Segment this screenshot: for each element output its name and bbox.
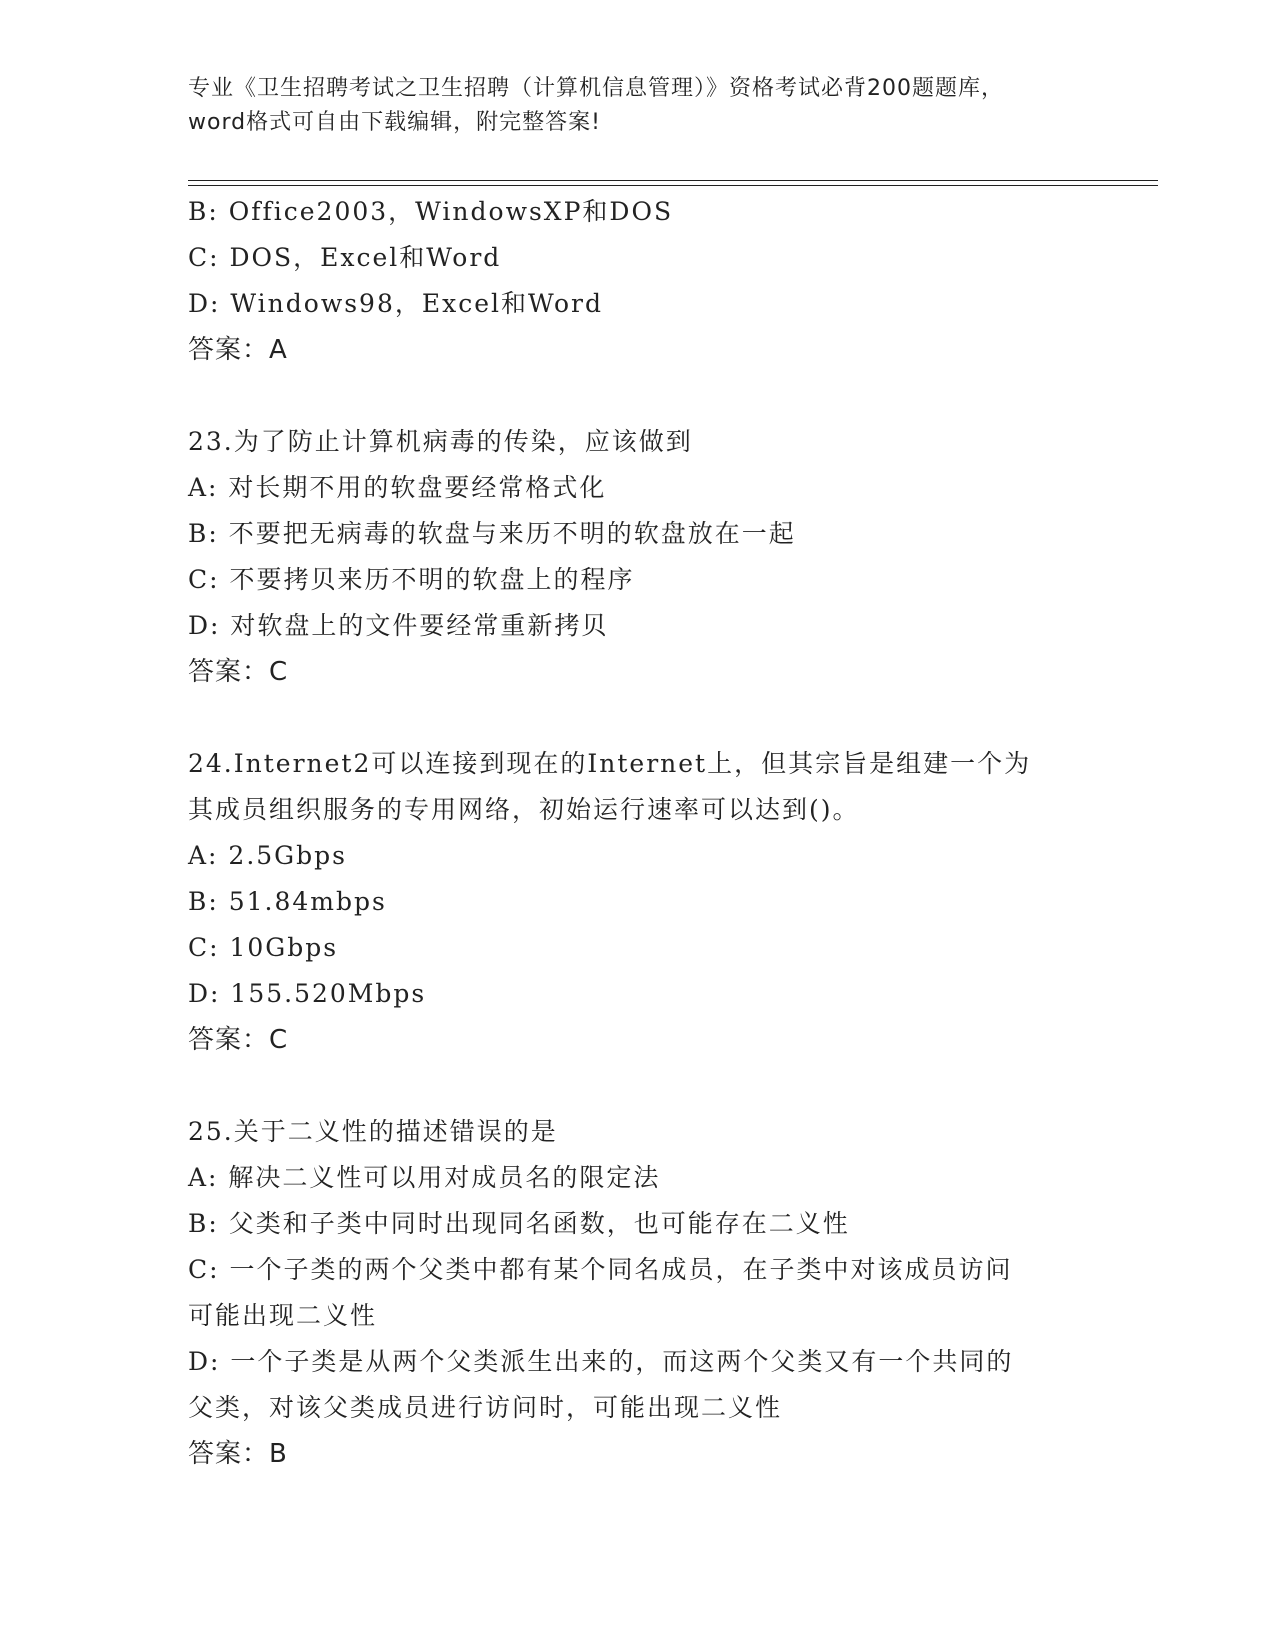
question-spacer	[188, 1063, 1108, 1109]
question-23-option-d: D: 对软盘上的文件要经常重新拷贝	[188, 611, 609, 640]
question-23-option-c: C: 不要拷贝来历不明的软盘上的程序	[188, 565, 635, 594]
question-22-option-b: B: Office2003，WindowsXP和DOS	[188, 197, 674, 226]
question-25-option-c-line-2: 可能出现二义性	[188, 1301, 378, 1330]
question-23-answer: 答案：C	[188, 657, 289, 687]
document-header	[188, 72, 1078, 140]
question-23-option-b: B: 不要把无病毒的软盘与来历不明的软盘放在一起	[188, 519, 796, 548]
question-spacer	[188, 695, 1108, 741]
question-25-stem: 25.关于二义性的描述错误的是	[188, 1117, 558, 1146]
header-title-line-2: word格式可自由下载编辑，附完整答案!	[188, 110, 601, 135]
header-divider-top	[188, 180, 1158, 181]
question-23-option-a: A: 对长期不用的软盘要经常格式化	[188, 473, 607, 502]
header-divider-bottom	[188, 185, 1158, 186]
question-24-option-c: C: 10Gbps	[188, 933, 339, 962]
question-24-answer: 答案：C	[188, 1025, 289, 1055]
question-25-answer: 答案：B	[188, 1439, 288, 1469]
question-25-option-c-line-1: C: 一个子类的两个父类中都有某个同名成员，在子类中对该成员访问	[188, 1255, 1013, 1284]
question-24-block	[188, 741, 1108, 1063]
question-22-option-c: C: DOS，Excel和Word	[188, 243, 502, 272]
question-24-option-d: D: 155.520Mbps	[188, 979, 427, 1008]
question-spacer	[188, 373, 1108, 419]
question-25-option-b: B: 父类和子类中同时出现同名函数，也可能存在二义性	[188, 1209, 850, 1238]
question-25-option-a: A: 解决二义性可以用对成员名的限定法	[188, 1163, 661, 1192]
question-24-stem-line-2: 其成员组织服务的专用网络，初始运行速率可以达到()。	[188, 795, 860, 824]
question-25-option-d-line-1: D: 一个子类是从两个父类派生出来的，而这两个父类又有一个共同的	[188, 1347, 1014, 1376]
question-25-option-d-line-2: 父类，对该父类成员进行访问时，可能出现二义性	[188, 1393, 783, 1422]
question-list	[188, 189, 1108, 1477]
header-title-line-1: 专业《卫生招聘考试之卫生招聘（计算机信息管理）》资格考试必背200题题库，	[188, 76, 1004, 101]
question-24-stem-line-1: 24.Internet2可以连接到现在的Internet上，但其宗旨是组建一个为	[188, 749, 1032, 778]
question-25-block	[188, 1109, 1108, 1477]
question-22-option-d: D: Windows98，Excel和Word	[188, 289, 604, 318]
question-22-block	[188, 189, 1108, 373]
question-24-option-b: B: 51.84mbps	[188, 887, 387, 916]
question-23-block	[188, 419, 1108, 695]
question-22-answer: 答案：A	[188, 335, 288, 365]
question-23-stem: 23.为了防止计算机病毒的传染，应该做到	[188, 427, 693, 456]
question-24-option-a: A: 2.5Gbps	[188, 841, 347, 870]
